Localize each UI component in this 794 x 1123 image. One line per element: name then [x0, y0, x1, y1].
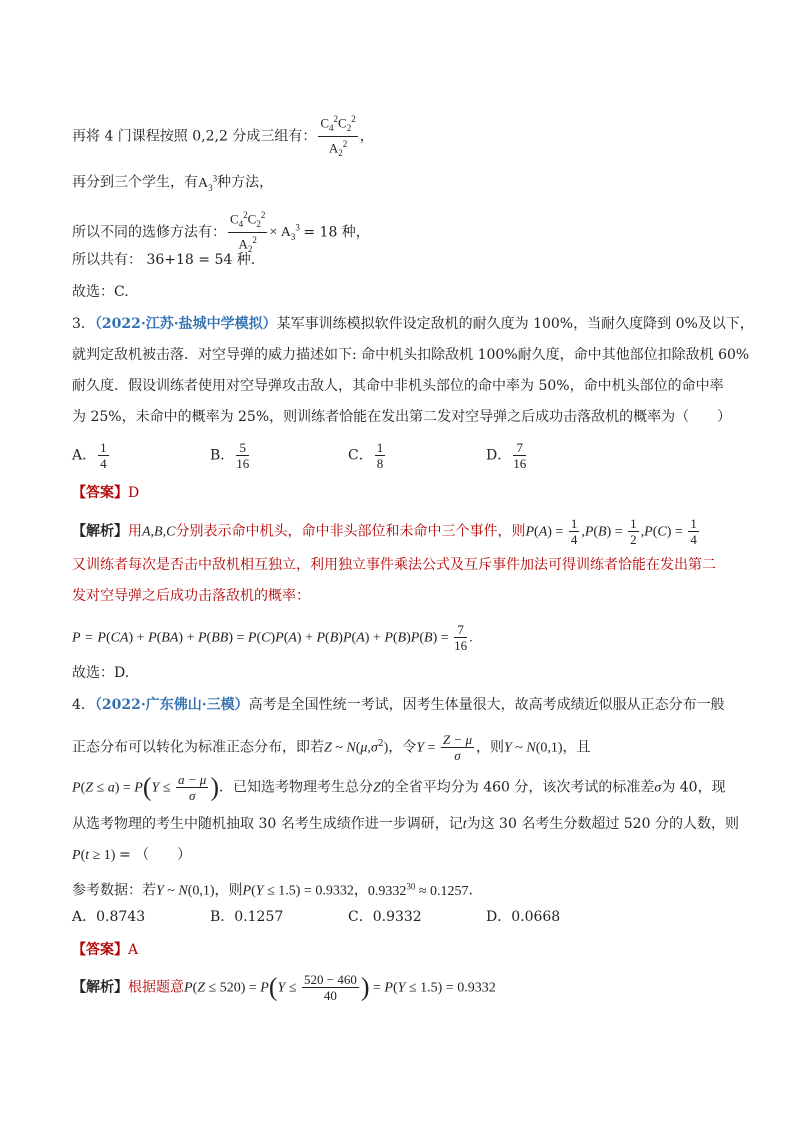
option-b: B．0.1257 — [210, 909, 284, 925]
text-line: 正态分布可以转化为标准正态分布，即若Z ~ $N(\mu,\sigma^2)$，令Y = $\frac{Z - \mu}{\sigma}$ ，则Y ~ N(0,1)，且 — [72, 732, 591, 763]
analysis-line: 【解析】用A,B,C分别表示命中机头，命中非头部位和未命中三个事件，则P(A) = $\frac{1}{4}$ ,P(B) = $\frac{1}{2}$ ,P(C) = $\frac{1}{4}$ — [72, 516, 697, 547]
question-source-tag: （2022·广东佛山·三模） — [94, 697, 249, 713]
text-line — [72, 112, 722, 161]
text-line: 所以不同的选修方法有： $\frac{C_4^2C_2^2}{A_2^2}$ × $A_3^3 = 18$ 种， — [72, 208, 722, 257]
text-line: 发对空导弹之后成功击落敌机的概率： — [72, 588, 310, 604]
question-source-tag: （2022·江苏·盐城中学模拟） — [94, 316, 277, 332]
option-c: C．0.9332 — [348, 909, 422, 925]
option-b: B． $\frac{5}{16}$ — [210, 440, 250, 471]
text-line: 所以共有： 36+18 = 54 种. — [72, 252, 256, 268]
analysis-line: 【解析】根据题意P(Z ≤ 520) = P(Y ≤ $\frac{520 - 460}{40}$ ) = P(Y ≤ 1.5) = 0.9332 — [72, 972, 496, 1003]
text-line: 再分到三个学生，有$A_3^3$种方法， — [72, 173, 274, 193]
text: 种方法， — [217, 174, 274, 191]
text: 再分到三个学生，有 — [72, 174, 198, 191]
fraction: $\frac{C_4^2C_2^2}{A_2^2}$ — [230, 210, 266, 254]
text: 所以不同的选修方法有： — [72, 224, 226, 241]
question-4-line: 4．（2022·广东佛山·三模）高考是全国性统一考试，因考生体量很大，故高考成绩近似服从正态分布一般 — [72, 697, 725, 713]
text-line: P(Z ≤ a) = P(Y ≤ $\frac{a - \mu}{\sigma}$ )．已知选考物理考生总分Z的全省平均分为 460 分，该次考试的标准差σ为 40，现 — [72, 772, 726, 803]
answer-line: 【答案】D — [72, 485, 140, 501]
text-line: 就判定敌机被击落．对空导弹的威力描述如下: 命中机头扣除敌机 100%耐久度，命中其他部位扣除敌机 60% — [72, 347, 750, 363]
option-d: D．0.0668 — [486, 909, 561, 925]
text: ， — [359, 128, 374, 145]
text-line: 从选考物理的考生中随机抽取 30 名考生成绩作进一步调研，记t为这 30 名考生分数超过 520 分的人数，则 — [72, 816, 739, 832]
option-c: C． $\frac{1}{8}$ — [348, 440, 384, 471]
text-line: P(t ≥ 1) = （ ） — [72, 847, 192, 863]
option-a: A． $\frac{1}{4}$ — [72, 440, 107, 471]
formula-line: P = P(CA) + P(BA) + P(BB) = P(C)P(A) + P(B)P(A) + P(B)P(B) = $\frac{7}{16}$ . — [72, 622, 473, 653]
text-line: 又训练者每次是否击中敌机相互独立，利用独立事件乘法公式及互斥事件加法可得训练者恰能在发出第二 — [72, 557, 716, 573]
text: = 18 种， — [303, 224, 370, 241]
question-3-line: 3．（2022·江苏·盐城中学模拟）某军事训练模拟软件设定敌机的耐久度为 100%，当耐久度降到 0%及以下， — [72, 316, 754, 332]
answer-line: 【答案】A — [72, 942, 139, 958]
text: 再将 4 门课程按照 0,2,2 分成三组有： — [72, 128, 317, 145]
text-line: 为 25%，未命中的概率为 25%，则训练者恰能在发出第二发对空导弹之后成功击落敌机的概率为（ ） — [72, 409, 732, 425]
text-line: 故选：D. — [72, 665, 130, 681]
text-line: 耐久度．假设训练者使用对空导弹攻击敌人，其命中非机头部位的命中率为 50%，命中机头部位的命中率 — [72, 378, 724, 394]
option-d: D． $\frac{7}{16}$ — [486, 440, 527, 471]
fraction: $\frac{C_4^2C_2^2}{A_2^2}$ — [320, 114, 356, 158]
option-a: A．0.8743 — [72, 909, 146, 925]
reference-line: 参考数据：若Y ~ N(0,1)，则P(Y ≤ 1.5) = 0.9332，$0.9332^{30} \approx 0.1257$． — [72, 881, 483, 899]
text-line: 故选：C. — [72, 284, 129, 300]
